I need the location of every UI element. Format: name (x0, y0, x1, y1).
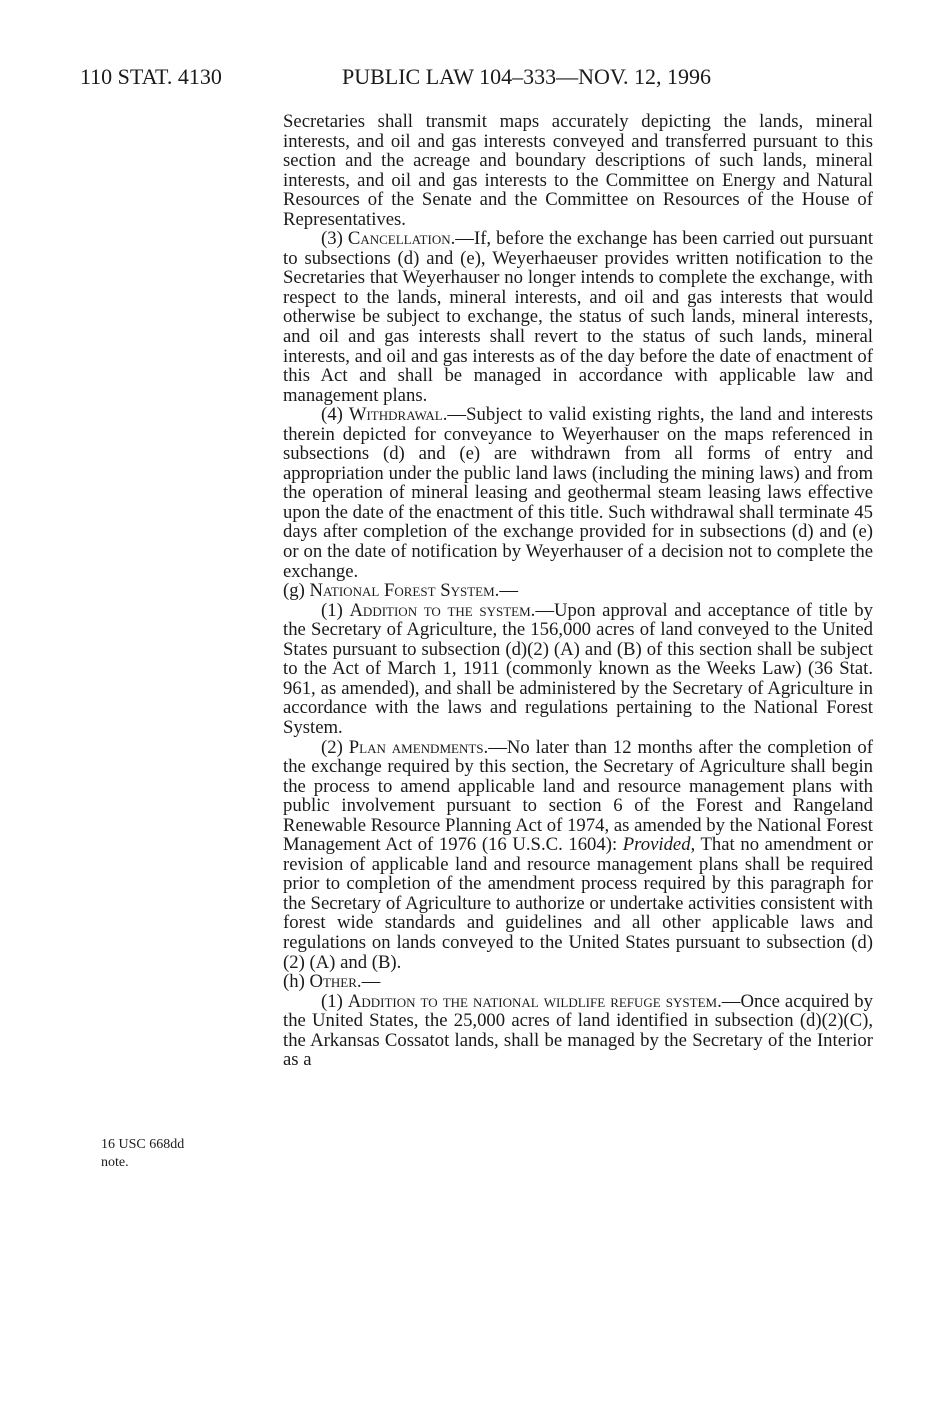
subsection-heading: Other. (309, 971, 362, 993)
paragraph-number: (1) (321, 599, 343, 621)
paragraph-heading: Addition to the national wildlife refuge system. (347, 990, 722, 1012)
margin-note-label: note. (101, 1155, 129, 1170)
paragraph-plan-amendments (283, 738, 873, 973)
paragraph-heading: Cancellation. (347, 228, 456, 250)
public-law-title: PUBLIC LAW 104–333—NOV. 12, 1996 (342, 64, 711, 89)
paragraph-number: (4) (321, 404, 343, 426)
subsection-number: (h) (283, 971, 305, 993)
paragraph-national-wildlife-refuge-system (283, 992, 873, 1070)
subsection-number: (g) (283, 580, 305, 602)
paragraph-heading: Addition to the system. (349, 599, 536, 621)
paragraph-number: (3) (321, 228, 343, 250)
paragraph-addition-to-system (283, 601, 873, 738)
paragraph-text: —No later than 12 months after the completion of the exchange required by this section, the Secretary of Agriculture shall begin the process to amend applicable land and resource management plans with public involvement pursuant to section 6 of the Forest and Rangeland Renewable Resource Planning Act of 1974, as amended by the National Forest Management Act of 1976 (16 U.S.C. 1604): (283, 736, 873, 856)
subsection-dash: — (361, 971, 381, 993)
subsection-heading: National Forest System. (309, 580, 500, 602)
body-text (283, 112, 873, 1070)
subsection-dash: — (499, 580, 519, 602)
subsection-national-forest-system (283, 581, 873, 601)
paragraph-text: —Once acquired by the United States, the 25,000 acres of land identified in subsection (d)(2)(C), the Arkansas Cossatot lands, shall be managed by the Secretary of the Interior as a (283, 990, 873, 1071)
paragraph-number: (2) (321, 736, 343, 758)
provided-proviso: Provided, (622, 834, 696, 856)
continued-paragraph: Secretaries shall transmit maps accurately depicting the lands, mineral interests, and oil and gas interests conveyed and transferred pursuant to this section and the acreage and boundary descriptions of such lands, mineral interests, and oil and gas interests to the Committee on Energy and Natural Resources of the Senate and the Committee on Resources of the House of Representatives. (283, 111, 873, 230)
paragraph-text: —Upon approval and acceptance of title by the Secretary of Agriculture, the 156,000 acres of land conveyed to the United States pursuant to subsection (d)(2) (A) and (B) of this section shall be subject to the Act of March 1, 1911 (commonly known as the Weeks Law) (36 Stat. 961, as amended), and shall be administered by the Secretary of Agriculture in accordance with the laws and regulations pertaining to the National Forest System. (283, 599, 873, 738)
paragraph-cancellation (283, 229, 873, 405)
margin-note (101, 1136, 251, 1172)
subsection-other (283, 972, 873, 992)
statute-page-number: 110 STAT. 4130 (80, 64, 222, 89)
paragraph-number: (1) (321, 990, 343, 1012)
page-header (80, 62, 880, 92)
paragraph-text-continued: That no amendment or revision of applicable land and resource management plans shall be required prior to completion of the amendment process required by this paragraph for the Secretary of Agriculture to authorize or undertake activities consistent with forest wide standards and guidelines and all other applicable laws and regulations on lands conveyed to the United States pursuant to subsection (d)(2) (A) and (B). (283, 834, 873, 973)
paragraph-text: —If, before the exchange has been carried out pursuant to subsections (d) and (e), Weyerhaeuser provides written notification to the Secretaries that Weyerhauser no longer intends to complete the exchange, with respect to the lands, mineral interests, and oil and gas interests that would otherwise be subject to exchange, the status of such lands, mineral interests, and oil and gas interests shall revert to the status of such lands, mineral interests, and oil and gas interests as of the day before the date of enactment of this Act and shall be managed in accordance with applicable law and management plans. (283, 228, 874, 406)
paragraph-text: —Subject to valid existing rights, the land and interests therein depicted for conveyance to Weyerhauser on the maps referenced in subsections (d) and (e) are withdrawn from all forms of entry and appropriation under the public land laws (including the mining laws) and from the operation of mineral leasing and geothermal steam leasing laws effective upon the date of the enactment of this title. Such withdrawal shall terminate 45 days after completion of the exchange provided for in subsections (d) and (e) or on the date of notification by Weyerhauser of a decision not to complete the exchange. (283, 404, 874, 582)
paragraph-heading: Plan amendments. (348, 736, 489, 758)
paragraph-withdrawal (283, 405, 873, 581)
paragraph-heading: Withdrawal. (348, 404, 448, 426)
margin-note-citation: 16 USC 668dd (101, 1137, 185, 1152)
